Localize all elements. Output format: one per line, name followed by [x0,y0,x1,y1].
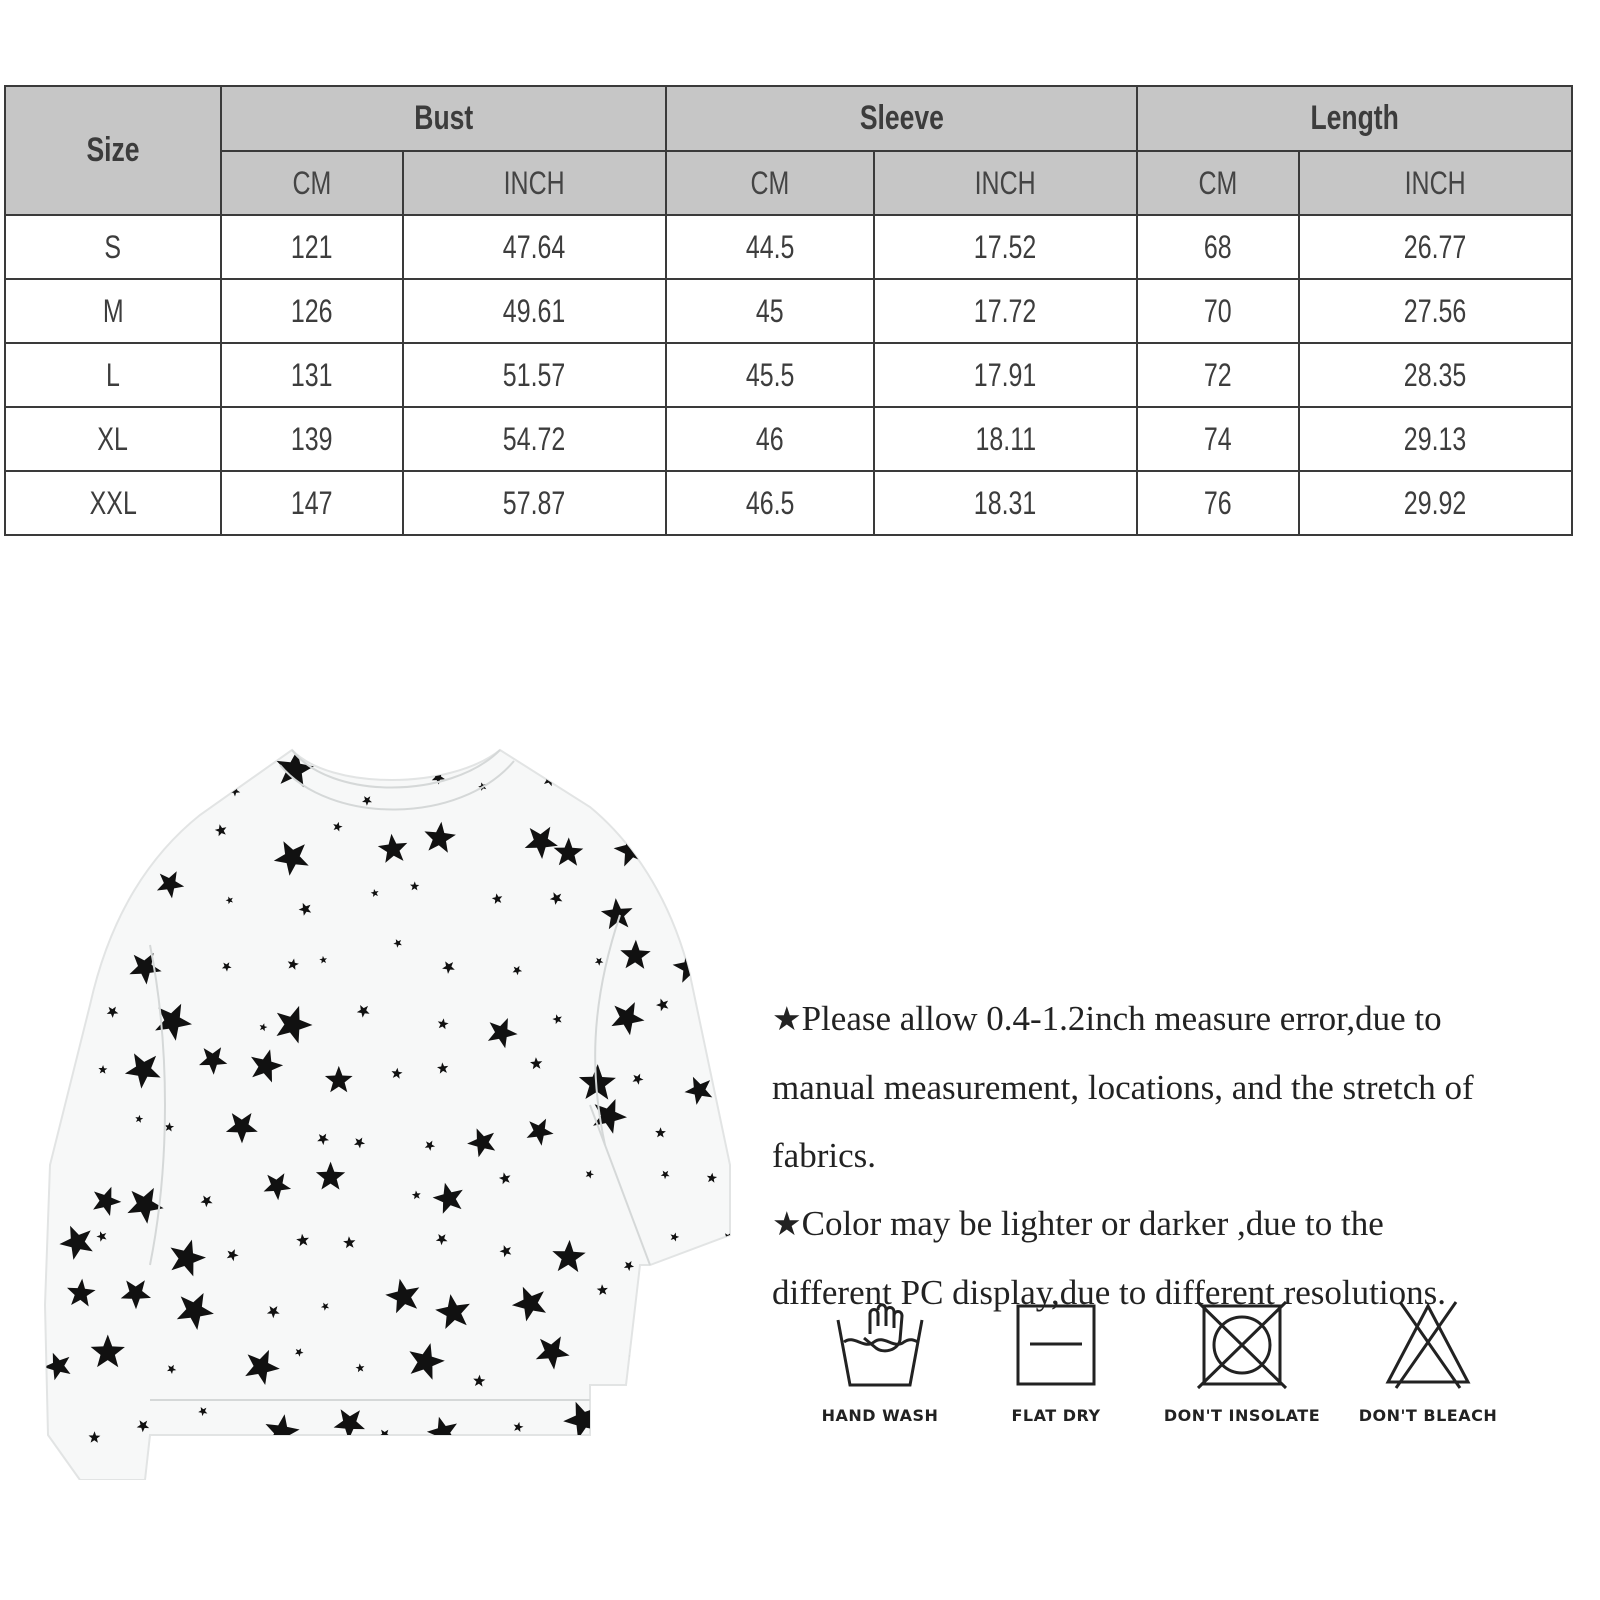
note-line: manual measurement, locations, and the stretch of [772,1068,1474,1107]
star-print-mark [740,885,750,919]
star-print-mark [709,1317,718,1326]
care-label: DON'T INSOLATE [1163,1406,1321,1425]
star-bullet-icon: ★ [772,1002,802,1038]
unit-header: INCH [874,151,1137,215]
note-line: ★Please allow 0.4-1.2inch measure error,due to [772,999,1442,1038]
unit-header: CM [221,151,403,215]
star-print-mark [55,783,64,792]
table-cell: 45.5 [666,343,874,407]
star-print-mark [628,779,639,790]
table-cell: 131 [221,343,403,407]
unit-header: CM [666,151,874,215]
star-print-mark [110,886,122,898]
table-cell: 70 [1137,279,1299,343]
size-cell: M [5,279,221,343]
table-cell: 46 [666,407,874,471]
table-cell: 121 [221,215,403,279]
table-cell: 76 [1137,471,1299,535]
flat-dry-icon [1006,1300,1106,1390]
table-cell: 46.5 [666,471,874,535]
table-cell: 44.5 [666,215,874,279]
star-print-mark [749,1425,750,1453]
size-chart-table [4,85,1573,536]
star-print-mark [685,786,694,795]
sleeve-header: Sleeve [666,86,1137,151]
unit-header: CM [1137,151,1299,215]
care-item-dont-bleach [1338,1300,1518,1425]
table-cell: 17.91 [874,343,1137,407]
table-cell: 57.87 [403,471,666,535]
star-print-mark [675,1356,709,1390]
note-line: different PC display,due to different resolutions. [772,1273,1446,1312]
star-print-mark [736,1112,750,1147]
star-print-mark [719,764,730,775]
star-print-mark [677,881,710,916]
table-cell: 74 [1137,407,1299,471]
note-line: ★Color may be lighter or darker ,due to the [772,1204,1384,1243]
unit-header: INCH [1299,151,1572,215]
table-row [5,215,1572,279]
table-cell: 68 [1137,215,1299,279]
unit-header-row [5,151,1572,215]
table-cell: 17.52 [874,215,1137,279]
star-print-mark [733,826,750,862]
star-print-mark [679,1395,706,1421]
note-line: fabrics. [772,1136,876,1175]
care-label: FLAT DRY [1011,1406,1101,1425]
star-print-mark [733,1340,750,1373]
table-cell: 54.72 [403,407,666,471]
table-cell: 26.77 [1299,215,1572,279]
star-print-mark [749,951,750,961]
star-bullet-icon: ★ [772,1207,802,1243]
table-row [5,407,1572,471]
star-print-sweatshirt [30,745,750,1480]
table-cell: 29.13 [1299,407,1572,471]
size-cell: L [5,343,221,407]
table-cell: 139 [221,407,403,471]
care-item-dont-insolate [1152,1300,1332,1425]
star-print-mark [645,1388,682,1426]
star-print-mark [31,1013,58,1039]
care-instructions [790,1300,1560,1460]
star-print-mark [106,755,139,788]
table-cell: 27.56 [1299,279,1572,343]
unit-header: INCH [403,151,666,215]
dont-bleach-icon [1378,1300,1478,1390]
length-header: Length [1137,86,1572,151]
star-print-mark [693,850,701,858]
star-print-mark [736,1276,750,1312]
table-row [5,279,1572,343]
table-row [5,343,1572,407]
care-item-flat-dry [966,1300,1146,1425]
table-cell: 49.61 [403,279,666,343]
table-header-row [5,86,1572,151]
star-print-mark [30,1111,58,1142]
star-print-mark [659,1293,671,1305]
size-cell: S [5,215,221,279]
table-cell: 51.57 [403,343,666,407]
star-print-mark [101,832,111,842]
star-print-mark [161,783,189,809]
table-row [5,471,1572,535]
dont-insolate-icon [1192,1300,1292,1390]
table-cell: 28.35 [1299,343,1572,407]
size-column-header: Size [5,86,221,215]
care-item-hand-wash [790,1300,970,1425]
measurement-notes [772,985,1582,1327]
hand-wash-icon [830,1300,930,1390]
table-cell: 126 [221,279,403,343]
table-cell: 18.31 [874,471,1137,535]
table-cell: 147 [221,471,403,535]
size-cell: XXL [5,471,221,535]
star-print-mark [743,999,750,1030]
care-label: DON'T BLEACH [1358,1406,1498,1425]
size-cell: XL [5,407,221,471]
care-label: HAND WASH [821,1406,939,1425]
table-cell: 72 [1137,343,1299,407]
star-print-mark [159,837,168,846]
table-cell: 29.92 [1299,471,1572,535]
product-image [30,745,750,1480]
star-print-mark [54,880,64,890]
bust-header: Bust [221,86,666,151]
table-cell: 18.11 [874,407,1137,471]
table-cell: 47.64 [403,215,666,279]
star-print-mark [68,929,101,962]
table-cell: 45 [666,279,874,343]
table-cell: 17.72 [874,279,1137,343]
